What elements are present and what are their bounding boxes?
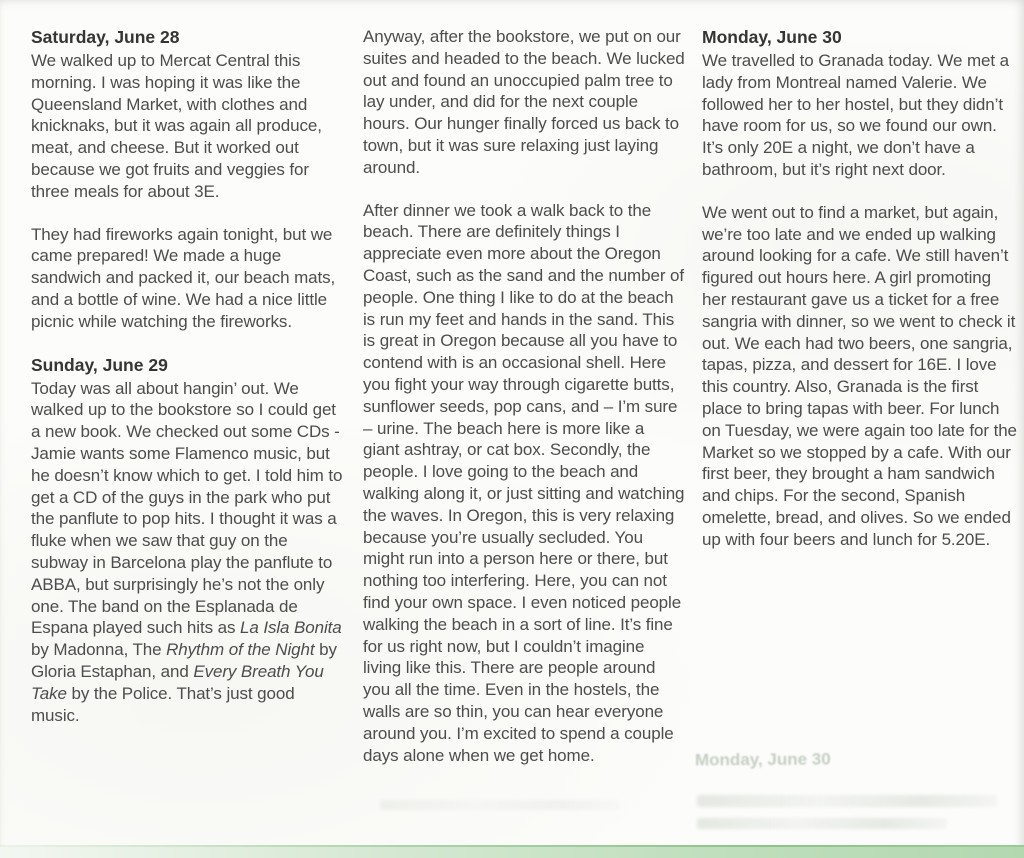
paragraph-text: We walked up to Mercat Central this morning. I was hoping it was like the Queensland Market, with clothes and knicknaks, but it was again all produce, meat, and cheese. But it worked out because we got fruits and veggies for three meals for about 3E. <box>31 51 322 201</box>
journal-column-right <box>702 26 1017 572</box>
journal-columns <box>31 26 1017 787</box>
paragraph-text: by Gloria Estaphan, and <box>31 640 337 681</box>
entry-date-heading: Sunday, June 29 <box>31 354 168 375</box>
journal-paragraph <box>363 26 685 179</box>
journal-paragraph <box>702 50 1017 181</box>
green-scan-edge-band <box>0 845 1024 858</box>
bleed-through-smudge <box>697 818 947 829</box>
bleed-through-smudge <box>380 800 620 810</box>
paragraph-text: by the Police. That’s just good music. <box>31 683 295 725</box>
journal-paragraph <box>702 202 1017 551</box>
paragraph-text: by Madonna, The <box>31 640 167 660</box>
song-title: Every Breath You Take <box>31 661 324 703</box>
entry-date-heading: Monday, June 30 <box>702 27 842 47</box>
paragraph-text: After dinner we took a walk back to the beach. There are definitely things I appreciate even more about the Oregon Coast, such as the sand and the number of people. One thing I like to do at the beach is run my feet and hands in the sand. This is great in Oregon because all you have to contend with is an occasional shell. Here you fight your way through cigarette butts, sunflower seeds, pop cans, and – I’m sure – urine. The beach here is more like a giant ashtray, or cat box. Secondly, the people. I love going to the beach and walking along it, or just sitting and watching the waves. In Oregon, this is very relaxing because you’re usually secluded. You might run into a person here or there, but nothing too interfering. Here, you can not find your own space. I even noticed people walking the beach in a sort of line. It’s fine for us right now, but I couldn’t imagine living like this. There are people around you all the time. Even in the hostels, the walls are so thin, you can hear everyone around you. I’m excited to spend a couple days alone when we get home. <box>363 200 685 765</box>
journal-paragraph <box>31 224 346 333</box>
journal-paragraph <box>31 378 346 727</box>
bleed-through-ghost-heading: Monday, June 30 <box>694 749 831 770</box>
entry-date-heading: Saturday, June 28 <box>31 27 180 47</box>
paragraph-text: They had fireworks again tonight, but we came prepared! We made a huge sandwich and packed it, our beach mats, and a bottle of wine. We had a nice little picnic while watching the fireworks. <box>31 224 336 331</box>
journal-column-middle <box>363 26 685 787</box>
journal-paragraph <box>363 200 685 767</box>
paragraph-text: Today was all about hangin’ out. We walked up to the bookstore so I could get a new book. We checked out some CDs - Jamie wants some Flamenco music, but he doesn’t know which to get. I told him to get a CD of the guys in the park who put the panflute to pop hits. I thought it was a fluke when we saw that guy on the subway in Barcelona play the panflute to ABBA, but surprisingly he’s not the only one. The band on the Esplanada de Espana played such hits as <box>31 378 343 638</box>
song-title: Rhythm of the Night <box>166 640 315 660</box>
journal-paragraph <box>31 50 346 203</box>
bleed-through-smudge <box>697 795 997 807</box>
green-band-fill <box>0 847 1024 858</box>
paragraph-text: Anyway, after the bookstore, we put on our suites and headed to the beach. We lucked out and found an unoccupied palm tree to lay under, and did for the next couple hours. Our hunger finally forced us back to town, but it was sure relaxing just laying around. <box>363 27 685 177</box>
song-title: La Isla Bonita <box>240 618 342 638</box>
paragraph-text: We went out to find a market, but again, we’re too late and we ended up walking around looking for a cafe. We still haven’t figured out hours here. A girl promoting her restaurant gave us a ticket for a free sangria with dinner, so we went to check it out. We each had two beers, one sangria, tapas, pizza, and dessert for 16E. I love this country. Also, Granada is the first place to bring tapas with beer. For lunch on Tuesday, we were again too late for the Market so we stopped by a cafe. With our first beer, they brought a ham sandwich and chips. For the second, Spanish omelette, bread, and olives. So we ended up with four beers and lunch for 5.20E. <box>702 202 1017 549</box>
journal-column-left <box>31 26 346 747</box>
paragraph-text: We travelled to Granada today. We met a lady from Montreal named Valerie. We followed her to her hostel, but they didn’t have room for us, so we found our own. It’s only 20E a night, we don’t have a bathroom, but it’s right next door. <box>702 51 1009 179</box>
